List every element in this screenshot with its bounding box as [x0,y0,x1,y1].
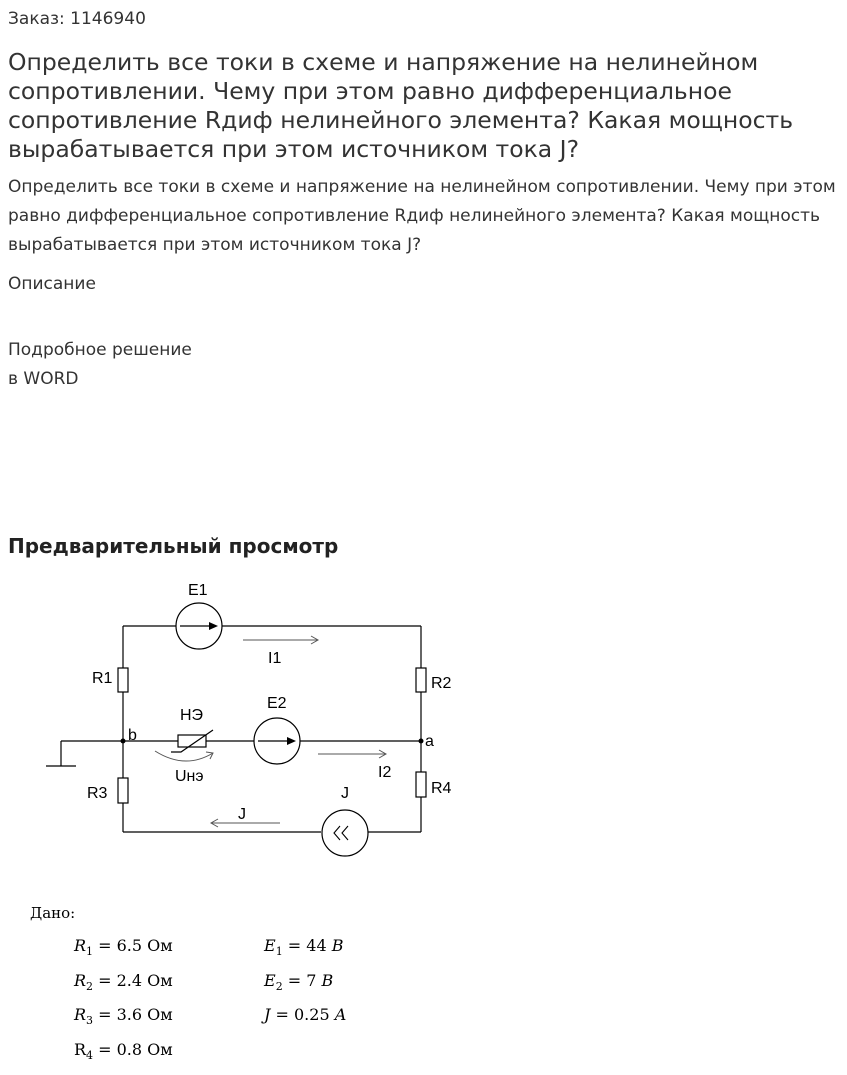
current-source-j [322,810,368,856]
given-j: J = 0.25 A [264,1005,347,1024]
given-r4: $R_4 = 0.8$ Ом [74,1040,173,1062]
label-r2: R2 [431,675,452,692]
solution-format-line-1: Подробное решение [8,340,192,360]
page-title: Определить все токи в схеме и напряжение на нелинейном сопротивлении. Чему при этом равно дифференциальное сопротивление Rдиф нелинейного элемента? Какая мощность вырабатывается при этом источником тока J? [8,48,794,163]
solution-format-line-2: в WORD [8,369,79,389]
given-r1: $R_1 = 6.5$ Ом [74,936,173,958]
given-e1: $E_1 = 44$ B [264,936,344,958]
task-description: Определить все токи в схеме и напряжение на нелинейном сопротивлении. Чему при этом равно дифференциальное сопротивление Rдиф нелинейного элемента? Какая мощность вырабатывается при этом источником тока J? [8,177,836,255]
label-r4: R4 [431,780,452,797]
given-e2: $E_2 = 7$ B [264,971,334,993]
label-e1: E1 [188,582,208,599]
voltage-source-e2 [254,718,300,764]
circuit-diagram [0,560,847,880]
label-r3: R3 [87,785,108,802]
resistor-r3 [118,778,128,803]
voltage-source-e1 [176,603,222,649]
label-i1: I1 [268,650,282,667]
label-une: Uнэ [175,768,204,785]
label-node-a: a [425,733,434,750]
label-i2: I2 [378,764,392,781]
given-r3: $R_3 = 3.6$ Ом [74,1005,173,1027]
label-j-source: J [341,785,349,802]
label-e2: E2 [267,695,287,712]
description-label: Описание [8,274,96,294]
given-header: Дано: [30,904,76,922]
label-j-arrow: J [238,806,246,823]
label-node-b: b [128,727,137,744]
preview-heading: Предварительный просмотр [8,534,339,558]
label-ne: НЭ [180,707,204,724]
resistor-r1 [118,668,128,692]
order-number: Заказ: 1146940 [8,9,146,29]
resistor-r4 [416,772,426,797]
resistor-r2 [416,668,426,692]
label-r1: R1 [92,670,113,687]
given-r2: $R_2 = 2.4$ Ом [74,971,173,993]
solution-format [8,336,192,394]
